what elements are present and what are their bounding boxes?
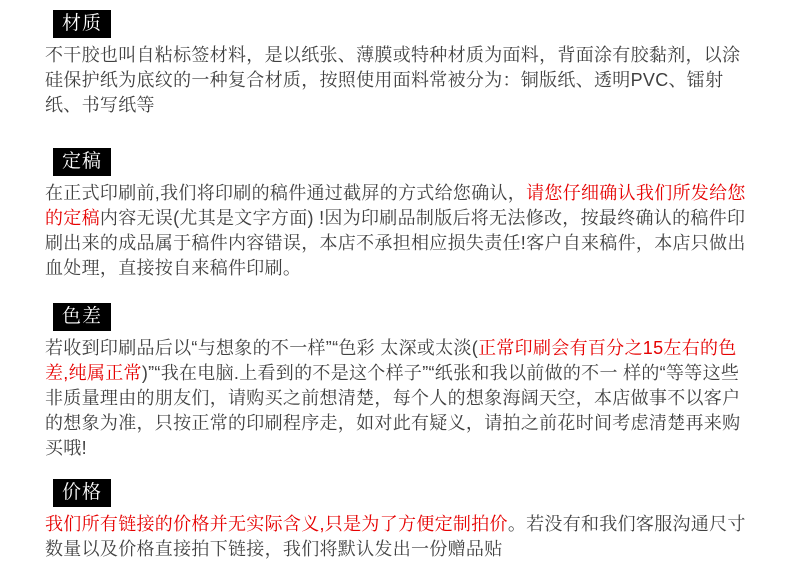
text-segment-red: 请您仔细确认我们所发给您的定稿 (45, 183, 746, 228)
text-segment-red: 我们所有链接的价格并无实际含义,只是为了方便定制拍价 (45, 514, 508, 534)
notice-section-material (45, 10, 756, 118)
text-segment-default: )”“我在电脑.上看到的不是这个样子”“纸张和我以前做的不一 样的“等等这些非质量理由的朋友们，请购买之前想清楚，每个人的想象海阔天空，本店做事不以客户的想象为准，只按正常的印刷程序走，如对此有疑义，请拍之前花时间考虑清楚再来购买哦! (45, 363, 741, 458)
notice-section-final-draft (45, 148, 756, 281)
section-label-badge-price: 价格 (53, 479, 111, 507)
notice-section-color-difference (45, 303, 756, 461)
section-paragraph-material (45, 43, 756, 118)
text-segment-default: 。若没有和我们客服沟通尺寸数量以及价格直接拍下链接，我们将默认发出一份赠品贴 (45, 514, 746, 559)
text-segment-red: 正常印刷会有百分之15左右的色差,纯属正常 (45, 338, 737, 383)
notice-section-price (45, 479, 756, 562)
section-paragraph-color-difference (45, 336, 756, 461)
text-segment-default: 不干胶也叫自粘标签材料，是以纸张、薄膜或特种材质为面料，背面涂有胶黏剂，以涂硅保护纸为底纹的一种复合材质，按照使用面料常被分为：铜版纸、透明PVC、镭射纸、书写纸等 (45, 45, 741, 115)
text-segment-default: 在正式印刷前,我们将印刷的稿件通过截屏的方式给您确认， (45, 183, 527, 203)
text-segment-default: 若收到印刷品后以“与想象的不一样”“色彩 太深或太淡( (45, 338, 479, 358)
section-label-badge-final-draft: 定稿 (53, 148, 111, 176)
section-label-badge-color-difference: 色差 (53, 303, 111, 331)
text-segment-default: 内容无误(尤其是文字方面) !因为印刷品制版后将无法修改，按最终确认的稿件印刷出来的成品属于稿件内容错误，本店不承担相应损失责任!客户自来稿件，本店只做出血处理，直接按自来稿件印刷。 (45, 208, 746, 278)
section-label-badge-material: 材质 (53, 10, 111, 38)
section-paragraph-final-draft (45, 181, 756, 281)
